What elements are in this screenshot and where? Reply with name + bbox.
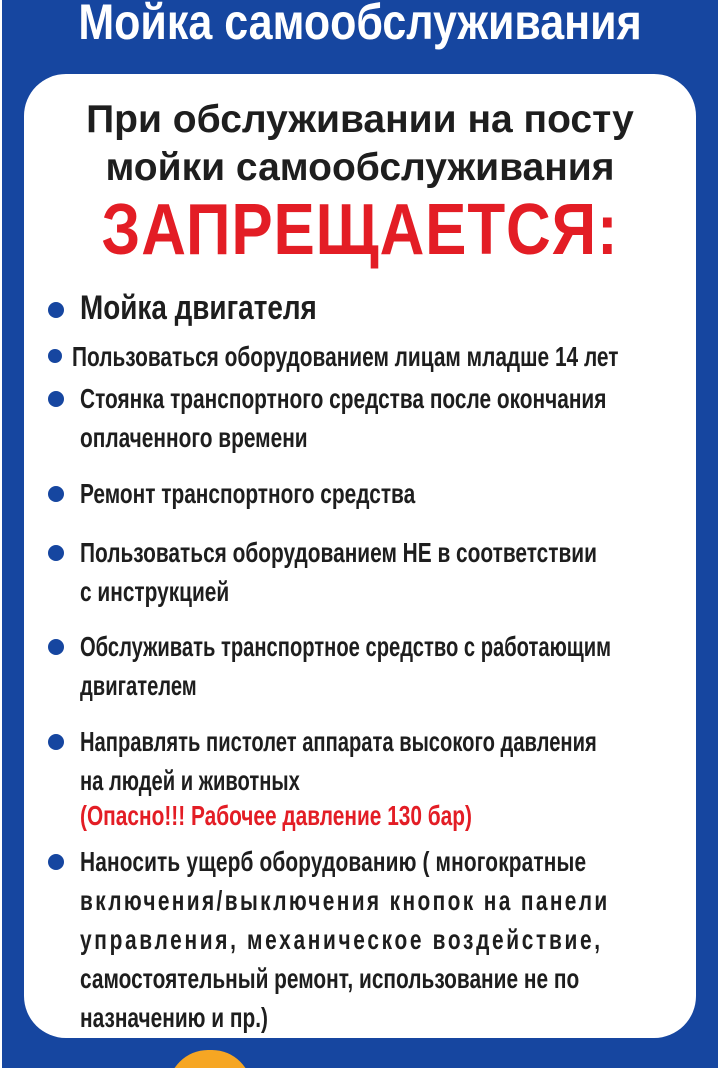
rule-line: на людей и животных (80, 765, 300, 796)
list-item (80, 722, 700, 800)
subtitle-line: При обслуживании на посту (86, 98, 634, 141)
poster-title: Мойка самообслуживания (78, 0, 642, 50)
rule-line: оплаченного времени (80, 422, 308, 453)
rule-line: Обслуживать транспортное средство с работающим (80, 631, 612, 662)
rule-line: Направлять пистолет аппарата высокого давления (80, 726, 597, 757)
warning-note (80, 796, 700, 835)
rule-line: управления, механическое воздействие, (80, 924, 603, 955)
rule-line: Пользоваться оборудованием НЕ в соответствии (80, 537, 597, 568)
subtitle-line: мойки самообслуживания (105, 146, 615, 189)
list-item (80, 288, 700, 328)
bullet-icon (48, 854, 64, 870)
bullet-icon (48, 391, 64, 407)
rule-line: с инструкцией (80, 576, 230, 607)
pressure-warning: (Опасно!!! Рабочее давление 130 бар) (80, 800, 472, 831)
rule-line: двигателем (80, 670, 197, 701)
bullet-icon (48, 639, 64, 655)
list-item (80, 533, 700, 611)
rule-line: Стоянка транспортного средства после окончания (80, 383, 607, 414)
rule-line: Мойка двигателя (80, 289, 317, 327)
rule-line: Пользоваться оборудованием лицам младше 14 лет (72, 341, 619, 372)
forbidden-heading: ЗАПРЕЩАЕТСЯ: (101, 190, 619, 270)
list-item (72, 337, 692, 376)
bullet-icon (48, 545, 64, 561)
list-item (80, 842, 700, 1037)
list-item (80, 379, 700, 457)
rule-line: Ремонт транспортного средства (80, 478, 416, 509)
bullet-icon (48, 734, 64, 750)
bullet-icon (48, 349, 62, 363)
rule-line: включения/выключения кнопок на панели (80, 885, 610, 916)
rule-line: Наносить ущерб оборудованию ( многократные (80, 846, 587, 877)
rule-line: самостоятельный ремонт, использование не по (80, 963, 580, 994)
bullet-icon (48, 486, 64, 502)
list-item (80, 627, 700, 705)
bullet-icon (48, 302, 64, 318)
list-item (80, 474, 700, 513)
rule-line: назначению и пр.) (80, 1002, 268, 1033)
